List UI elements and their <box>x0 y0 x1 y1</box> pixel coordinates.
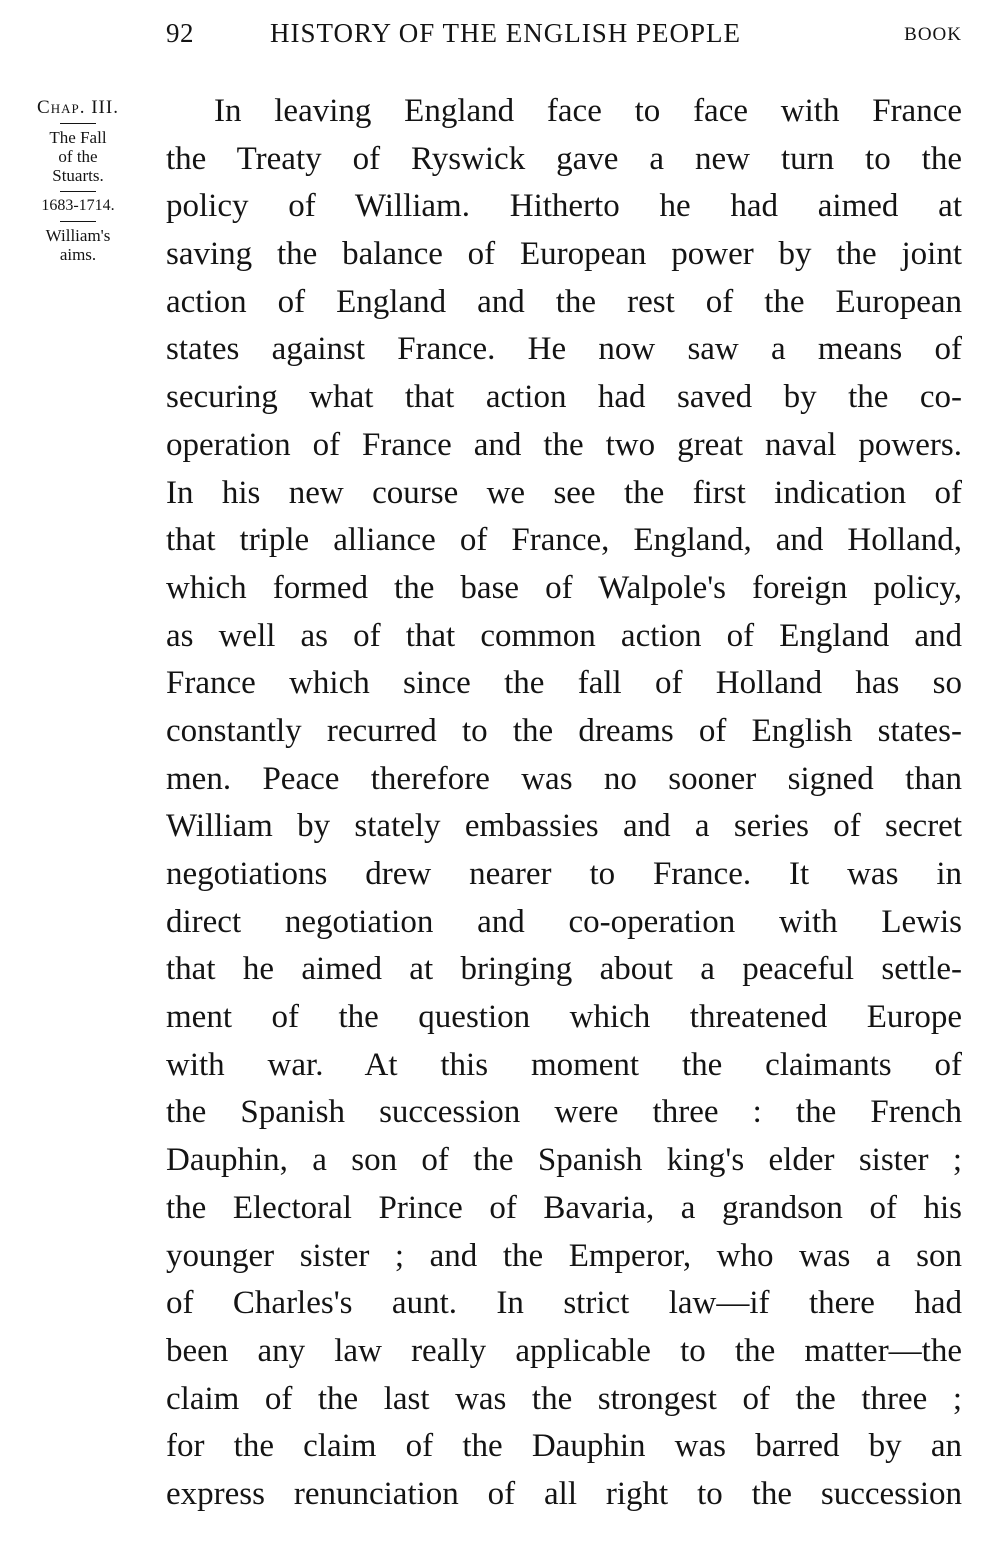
text-line: for the claim of the Dauphin was barred by an <box>166 1428 962 1465</box>
text-line: action of England and the rest of the European <box>166 283 962 320</box>
page-number: 92 <box>166 18 194 48</box>
text-line: the Spanish succession were three : the French <box>166 1094 962 1131</box>
section-title-line: of the <box>58 147 98 166</box>
topic-note-line: William's <box>45 226 111 245</box>
text-line: France which since the fall of Holland has so <box>166 665 962 702</box>
chapter-label: Chap. III. <box>37 97 119 118</box>
text-line: policy of William. Hitherto he had aimed at <box>166 188 962 225</box>
running-head: HISTORY OF THE ENGLISH PEOPLE <box>270 18 742 48</box>
date-range: 1683-1714. <box>41 197 115 214</box>
text-line: ment of the question which threatened Europe <box>166 999 962 1036</box>
topic-note <box>18 226 138 264</box>
text-line: states against France. He now saw a means of <box>166 331 962 368</box>
text-line: express renunciation of all right to the succession <box>166 1475 962 1512</box>
page-header <box>166 18 962 58</box>
text-line: Dauphin, a son of the Spanish king's elder sister ; <box>166 1142 962 1179</box>
text-line: of Charles's aunt. In strict law—if there had <box>166 1285 962 1322</box>
text-line: the Electoral Prince of Bavaria, a grandson of his <box>166 1189 962 1226</box>
text-line: that he aimed at bringing about a peaceful settle- <box>166 951 962 988</box>
text-line: with war. At this moment the claimants of <box>166 1046 962 1083</box>
topic-note-line: aims. <box>59 245 97 264</box>
text-line: that triple alliance of France, England, and Holland, <box>166 522 962 559</box>
text-line: as well as of that common action of England and <box>166 617 962 654</box>
section-title <box>18 128 138 185</box>
text-line: securing what that action had saved by the co- <box>166 379 962 416</box>
text-line: direct negotiation and co-operation with Lewis <box>166 903 962 940</box>
margin-divider <box>60 221 96 222</box>
margin-notes <box>18 98 138 270</box>
text-line: William by stately embassies and a series of secret <box>166 808 962 845</box>
book-label: BOOK <box>904 24 962 45</box>
text-line: operation of France and the two great naval powers. <box>166 426 962 463</box>
text-line: In leaving England face to face with France <box>214 93 962 129</box>
margin-divider <box>60 123 96 124</box>
section-title-line: Stuarts. <box>52 166 104 185</box>
section-title-line: The Fall <box>49 128 107 147</box>
body-text <box>166 88 962 1519</box>
text-line: the Treaty of Ryswick gave a new turn to the <box>166 140 962 177</box>
text-line: men. Peace therefore was no sooner signed than <box>166 760 962 797</box>
margin-divider <box>60 191 96 192</box>
text-line: negotiations drew nearer to France. It was in <box>166 856 962 892</box>
text-line: constantly recurred to the dreams of English states- <box>166 712 962 749</box>
text-line: saving the balance of European power by the joint <box>166 236 962 273</box>
text-line: which formed the base of Walpole's foreign policy, <box>166 569 962 606</box>
text-line: claim of the last was the strongest of the three ; <box>166 1380 962 1417</box>
text-line: In his new course we see the first indication of <box>166 474 962 511</box>
text-line: been any law really applicable to the matter—the <box>166 1332 962 1369</box>
text-line: younger sister ; and the Emperor, who was a son <box>166 1237 962 1274</box>
